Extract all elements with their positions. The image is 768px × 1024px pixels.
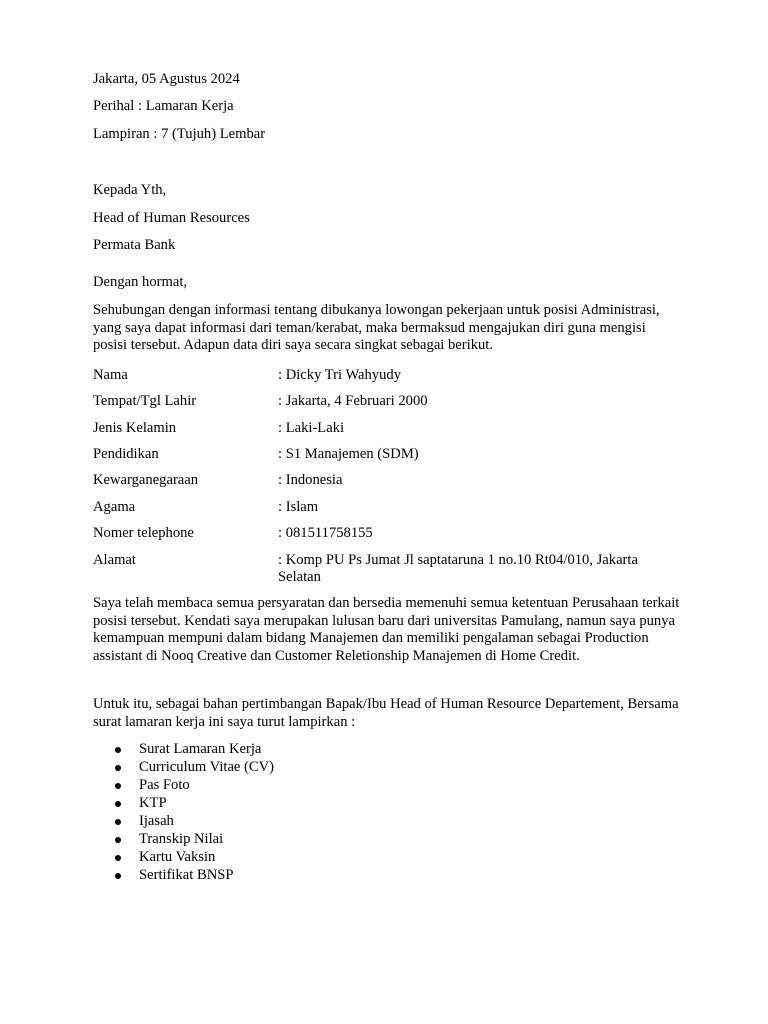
data-value: : S1 Manajemen (SDM) — [278, 446, 419, 462]
data-value: : Islam — [278, 499, 319, 515]
data-row-alamat — [93, 552, 683, 588]
list-item: Curriculum Vitae (CV) — [93, 759, 593, 777]
data-label: Pendidikan — [93, 446, 159, 462]
intro-paragraph: Sehubungan dengan informasi tentang dibukanya lowongan pekerjaan untuk posisi Administrasi, yang saya dapat informasi dari teman/kerabat, maka bermaksud mengajukan diri guna mengisi posisi tersebut. Adapun data diri saya secara singkat sebagai berikut. — [93, 302, 660, 353]
list-item: KTP — [93, 795, 593, 813]
data-label: Kewarganegaraan — [93, 472, 199, 488]
data-value: : Jakarta, 4 Februari 2000 — [278, 393, 428, 409]
data-value: : 081511758155 — [278, 525, 373, 541]
bullet-icon — [115, 747, 121, 753]
data-label: Agama — [93, 499, 136, 515]
data-row-kewarganegaraan — [93, 472, 683, 490]
data-row-jenis-kelamin — [93, 420, 683, 438]
recipient-position: Head of Human Resources — [93, 210, 250, 226]
data-row-agama — [93, 499, 683, 517]
bullet-icon — [115, 783, 121, 789]
bullet-icon — [115, 837, 121, 843]
data-value: : Dicky Tri Wahyudy — [278, 367, 402, 383]
recipient-greeting: Kepada Yth, — [93, 182, 167, 198]
data-label: Nomer telephone — [93, 525, 194, 541]
bullet-icon — [115, 855, 121, 861]
data-value: : Komp PU Ps Jumat Jl saptataruna 1 no.10 Rt04/010, Jakarta Selatan — [278, 552, 638, 585]
data-row-nama — [93, 367, 683, 385]
attachment-list — [93, 741, 593, 885]
date-line: Jakarta, 05 Agustus 2024 — [93, 71, 240, 87]
salutation: Dengan hormat, — [93, 274, 188, 290]
list-item: Ijasah — [93, 813, 593, 831]
bullet-icon — [115, 819, 121, 825]
list-item: Surat Lamaran Kerja — [93, 741, 593, 759]
data-row-ttl — [93, 393, 683, 411]
data-value: : Indonesia — [278, 472, 343, 488]
recipient-company: Permata Bank — [93, 237, 176, 253]
list-item: Kartu Vaksin — [93, 849, 593, 867]
data-row-pendidikan — [93, 446, 683, 464]
bullet-icon — [115, 873, 121, 879]
statement-paragraph: Saya telah membaca semua persyaratan dan bersedia memenuhi semua ketentuan Perusahaan terkait posisi tersebut. Kendati saya merupakan lulusan baru dari universitas Pamulang, namun saya punya kemampuan mempuni dalam bidang Manajemen dan memiliki pengalaman sebagai Production assistant di Nooq Creative dan Customer Reletionship Manajemen di Home Credit. — [93, 595, 680, 664]
list-item: Pas Foto — [93, 777, 593, 795]
data-label: Nama — [93, 367, 128, 383]
data-label: Alamat — [93, 552, 136, 568]
data-row-telephone — [93, 525, 683, 543]
data-value: : Laki-Laki — [278, 420, 345, 436]
bullet-icon — [115, 801, 121, 807]
list-item: Sertifikat BNSP — [93, 867, 593, 885]
bullet-icon — [115, 765, 121, 771]
attachment-line: Lampiran : 7 (Tujuh) Lembar — [93, 126, 266, 142]
list-item: Transkip Nilai — [93, 831, 593, 849]
closing-intro-paragraph: Untuk itu, sebagai bahan pertimbangan Bapak/Ibu Head of Human Resource Departement, Bersama surat lamaran kerja ini saya turut lampirkan : — [93, 696, 679, 730]
data-label: Tempat/Tgl Lahir — [93, 393, 197, 409]
data-label: Jenis Kelamin — [93, 420, 177, 436]
subject-line: Perihal : Lamaran Kerja — [93, 98, 234, 114]
